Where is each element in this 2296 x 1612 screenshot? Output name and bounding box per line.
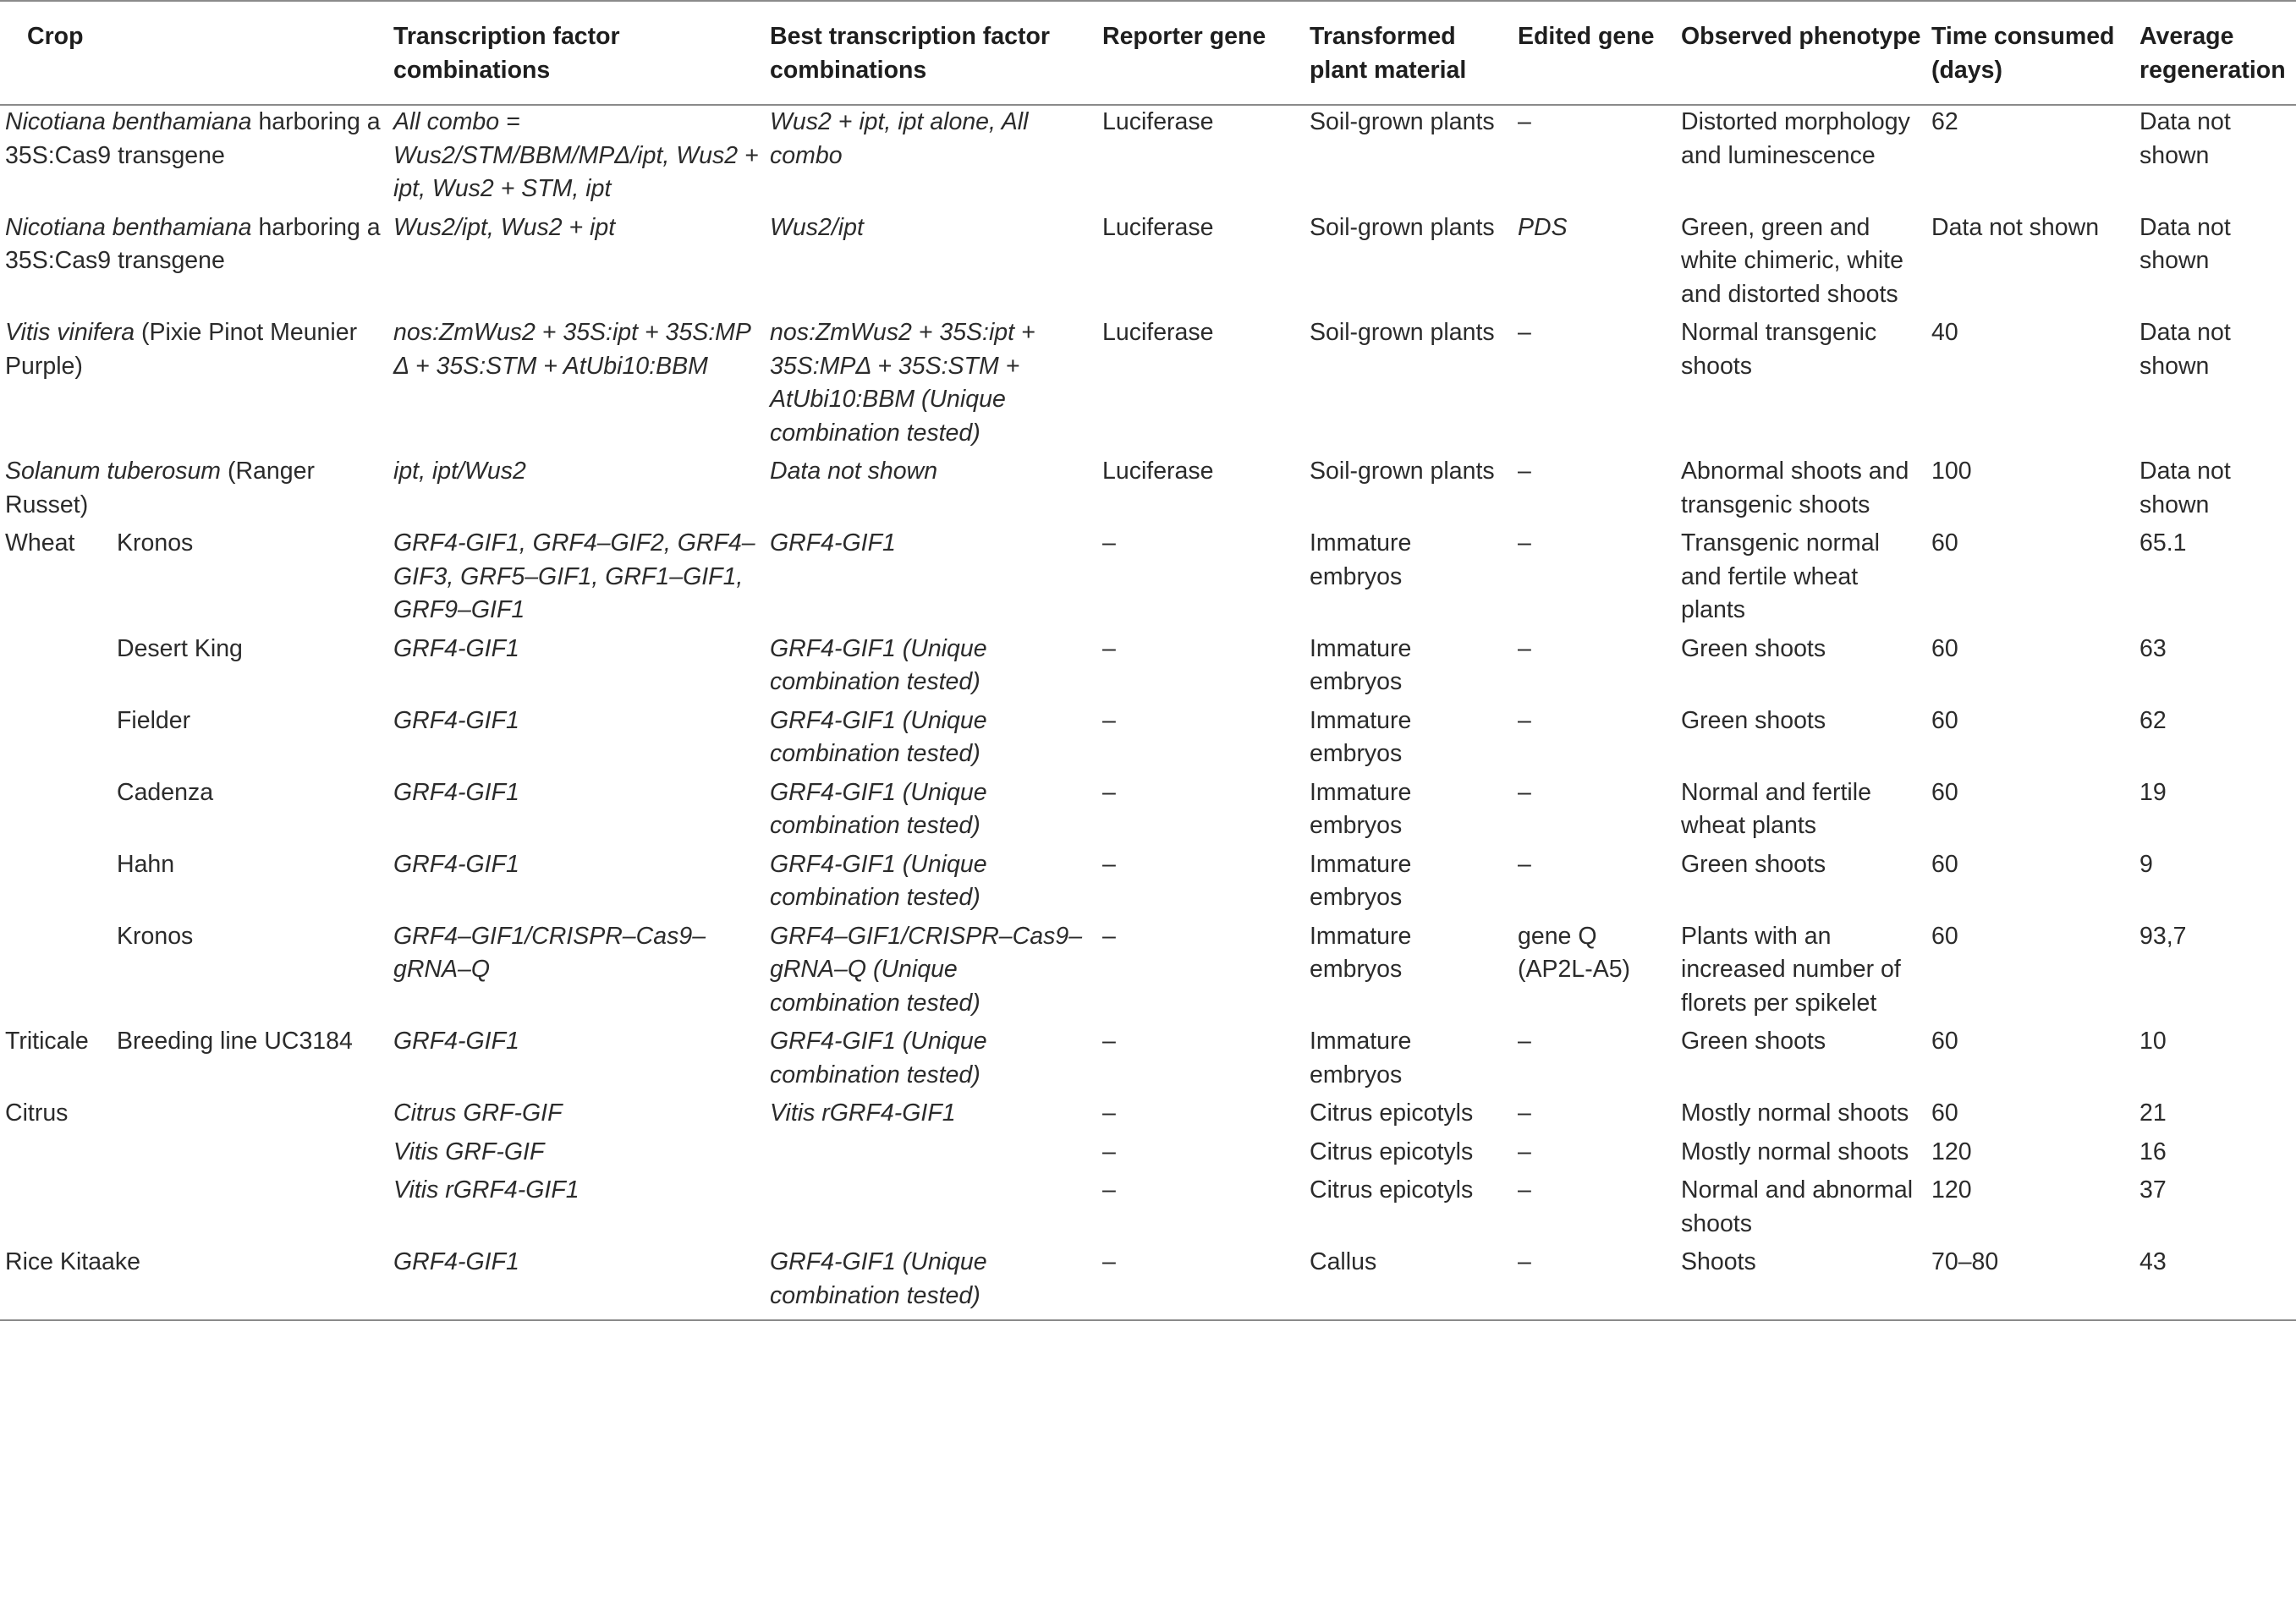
time-consumed-cell: 60 — [1931, 778, 1958, 806]
time-consumed-cell: 60 — [1931, 529, 1958, 557]
edited-gene-cell: gene Q (AP2L-A5) — [1518, 922, 1631, 983]
transformed-material-cell: Immature embryos — [1310, 778, 1412, 839]
regeneration-cell: 43 — [2139, 1246, 2296, 1320]
regeneration-cell: 10 — [2139, 1028, 2167, 1055]
transformed-material-cell: Immature embryos — [1310, 922, 1412, 983]
transformed-material-cell: Immature embryos — [1310, 706, 1412, 767]
best-tf-combination-cell — [770, 920, 1102, 1026]
edited-gene-cell: – — [1518, 458, 1531, 485]
tf-combination-text: Citrus GRF-GIF — [393, 1099, 563, 1127]
best-tf-combination-text: nos:ZmWus2 + 35S:ipt + 35S:MPΔ + 35S:STM + AtUbi10:BBM (Unique combination tested) — [770, 319, 1035, 447]
best-tf-combination-cell — [770, 776, 1102, 848]
reporter-gene-cell: – — [1102, 778, 1116, 806]
regeneration-cell: 93,7 — [2139, 922, 2187, 950]
table-row — [0, 316, 2296, 455]
time-consumed-cell: 62 — [1931, 108, 1958, 135]
best-tf-combination-text: Vitis rGRF4-GIF1 — [770, 1099, 956, 1127]
reporter-gene-cell: – — [1102, 1028, 1116, 1055]
table-row — [0, 776, 2296, 848]
header-best-tf-combinations: Best transcription factor combinations — [770, 1, 1102, 105]
tf-combination-text: Vitis rGRF4-GIF1 — [393, 1176, 579, 1204]
table-row — [0, 1025, 2296, 1097]
reporter-gene-cell: Luciferase — [1102, 108, 1214, 135]
table-row — [0, 920, 2296, 1026]
reporter-gene-cell: – — [1102, 1176, 1116, 1204]
tf-combination-cell — [393, 105, 770, 211]
table-row — [0, 1174, 2296, 1246]
reporter-gene-cell: – — [1102, 922, 1116, 950]
header-reporter-gene: Reporter gene — [1102, 1, 1310, 105]
time-consumed-cell: 70–80 — [1931, 1246, 2139, 1320]
time-consumed-cell: 60 — [1931, 922, 1958, 950]
edited-gene-cell: – — [1518, 850, 1531, 878]
header-observed-phenotype: Observed phenotype — [1681, 1, 1931, 105]
crop-detail: Triticale — [5, 1028, 89, 1055]
edited-gene-cell: – — [1518, 634, 1531, 662]
best-tf-combination-text: GRF4-GIF1 — [770, 529, 896, 557]
crop-species: Solanum tuberosum — [5, 458, 222, 485]
table-row — [0, 1246, 2296, 1320]
phenotype-cell: Distorted morphology and luminescence — [1681, 108, 1910, 169]
regeneration-cell: 16 — [2139, 1138, 2167, 1165]
time-consumed-cell: 100 — [1931, 458, 1972, 485]
best-tf-combination-cell — [770, 211, 1102, 317]
edited-gene-cell: – — [1518, 319, 1531, 346]
regeneration-cell: 21 — [2139, 1099, 2167, 1127]
phenotype-cell: Mostly normal shoots — [1681, 1138, 1909, 1165]
header-time-consumed: Time consumed (days) — [1931, 1, 2139, 105]
best-tf-combination-cell — [770, 1097, 1102, 1136]
crop-cell — [0, 705, 117, 776]
table-row — [0, 1097, 2296, 1136]
edited-gene-cell: – — [1518, 1138, 1531, 1165]
reporter-gene-cell: Luciferase — [1102, 319, 1214, 346]
crop-cell — [0, 1174, 393, 1246]
time-consumed-cell: 60 — [1931, 1028, 1958, 1055]
tf-combination-cell — [393, 316, 770, 455]
crop-cell — [0, 527, 117, 633]
tf-combination-cell — [393, 455, 770, 527]
transformed-material-cell: Soil-grown plants — [1310, 108, 1495, 135]
tf-combination-text: GRF4-GIF1 — [393, 1248, 519, 1275]
tf-combination-cell — [393, 1025, 770, 1097]
regeneration-cell: 37 — [2139, 1176, 2167, 1204]
tf-combination-cell — [393, 527, 770, 633]
tf-combination-cell — [393, 1136, 770, 1175]
edited-gene-cell: PDS — [1518, 213, 1568, 241]
transformed-material-cell: Immature embryos — [1310, 529, 1412, 590]
tf-combination-text: Vitis GRF-GIF — [393, 1138, 545, 1165]
best-tf-combination-cell — [770, 1246, 1102, 1320]
best-tf-combination-text: GRF4-GIF1 (Unique combination tested) — [770, 634, 987, 695]
crop-detail: Rice Kitaake — [5, 1248, 140, 1275]
best-tf-combination-text: GRF4-GIF1 (Unique combination tested) — [770, 850, 987, 911]
tf-combination-cell — [393, 705, 770, 776]
best-tf-combination-cell — [770, 1136, 1102, 1175]
crop-species: Nicotiana benthamiana — [5, 213, 252, 241]
table-row — [0, 211, 2296, 317]
crop-cell — [0, 633, 117, 705]
tf-combination-cell — [393, 1174, 770, 1246]
best-tf-combination-cell — [770, 848, 1102, 920]
crop-cell — [0, 1097, 393, 1136]
table-row — [0, 1136, 2296, 1175]
reporter-gene-cell: – — [1102, 706, 1116, 734]
reporter-gene-cell: – — [1102, 1138, 1116, 1165]
header-row — [0, 1, 2296, 105]
reporter-gene-cell: – — [1102, 1099, 1116, 1127]
best-tf-combination-text: Wus2/ipt — [770, 213, 864, 241]
phenotype-cell: Plants with an increased number of florets per spikelet — [1681, 922, 1901, 1017]
phenotype-cell: Transgenic normal and fertile wheat plants — [1681, 529, 1880, 623]
crop-variety-cell: Breeding line UC3184 — [117, 1028, 353, 1055]
edited-gene-cell: – — [1518, 1028, 1531, 1055]
crop-cell — [0, 105, 393, 211]
reporter-gene-cell: – — [1102, 1246, 1310, 1320]
regeneration-cell: 9 — [2139, 850, 2153, 878]
crop-cell — [0, 455, 393, 527]
header-edited-gene: Edited gene — [1518, 1, 1681, 105]
transformed-material-cell: Citrus epicotyls — [1310, 1176, 1474, 1204]
crop-variety-cell: Kronos — [117, 529, 194, 557]
best-tf-combination-text: GRF4-GIF1 (Unique combination tested) — [770, 1028, 987, 1088]
time-consumed-cell: 60 — [1931, 1099, 1958, 1127]
transformed-material-cell: Immature embryos — [1310, 1028, 1412, 1088]
regeneration-cell: Data not shown — [2139, 458, 2231, 518]
regeneration-cell: 65.1 — [2139, 529, 2187, 557]
best-tf-combination-cell — [770, 1174, 1102, 1246]
crop-variety-cell: Cadenza — [117, 778, 214, 806]
crop-detail: Citrus — [5, 1099, 69, 1127]
crop-cell — [0, 1136, 393, 1175]
best-tf-combination-text: Data not shown — [770, 458, 938, 485]
crop-variety-cell: Fielder — [117, 706, 191, 734]
transformed-material-cell: Soil-grown plants — [1310, 213, 1495, 241]
reporter-gene-cell: – — [1102, 529, 1116, 557]
crop-detail: Wheat — [5, 529, 75, 557]
tf-combination-text: GRF4-GIF1 — [393, 706, 519, 734]
phenotype-cell: Green shoots — [1681, 1028, 1826, 1055]
transformed-material-cell: Immature embryos — [1310, 850, 1412, 911]
phenotype-cell: Normal and abnormal shoots — [1681, 1176, 1914, 1237]
best-tf-combination-text: GRF4–GIF1/CRISPR–Cas9–gRNA–Q (Unique combination tested) — [770, 922, 1083, 1017]
transformed-material-cell: Citrus epicotyls — [1310, 1138, 1474, 1165]
time-consumed-cell: Data not shown — [1931, 213, 2100, 241]
edited-gene-cell: – — [1518, 529, 1531, 557]
reporter-gene-cell: Luciferase — [1102, 213, 1214, 241]
edited-gene-cell: – — [1518, 706, 1531, 734]
tf-combination-text: GRF4-GIF1 — [393, 634, 519, 662]
phenotype-cell: Green, green and white chimeric, white and distorted shoots — [1681, 213, 1903, 308]
regeneration-cell: 62 — [2139, 706, 2167, 734]
crop-variety-cell: Desert King — [117, 634, 243, 662]
tf-combination-text: GRF4-GIF1, GRF4–GIF2, GRF4–GIF3, GRF5–GIF1, GRF1–GIF1, GRF9–GIF1 — [393, 529, 755, 623]
regeneration-cell: Data not shown — [2139, 319, 2231, 380]
crop-cell — [0, 920, 117, 1026]
transformed-material-cell: Soil-grown plants — [1310, 458, 1495, 485]
header-tf-combinations: Transcription factor combinations — [393, 1, 770, 105]
tf-combination-text: ipt, ipt/Wus2 — [393, 458, 526, 485]
crop-variety-cell: Kronos — [117, 922, 194, 950]
table-row — [0, 848, 2296, 920]
tf-combination-cell — [393, 211, 770, 317]
table-body — [0, 105, 2296, 1320]
table-row — [0, 705, 2296, 776]
time-consumed-cell: 60 — [1931, 706, 1958, 734]
edited-gene-cell: – — [1518, 778, 1531, 806]
transformed-material-cell: Immature embryos — [1310, 634, 1412, 695]
table-row — [0, 527, 2296, 633]
best-tf-combination-cell — [770, 1025, 1102, 1097]
tf-combination-cell — [393, 776, 770, 848]
edited-gene-cell: – — [1518, 1246, 1681, 1320]
best-tf-combination-text: GRF4-GIF1 (Unique combination tested) — [770, 778, 987, 839]
time-consumed-cell: 60 — [1931, 634, 1958, 662]
crop-variety-cell: Hahn — [117, 850, 175, 878]
crop-cell — [0, 211, 393, 317]
tf-combination-text: GRF4-GIF1 — [393, 1028, 519, 1055]
phenotype-cell: Normal transgenic shoots — [1681, 319, 1877, 380]
transformed-material-cell: Citrus epicotyls — [1310, 1099, 1474, 1127]
phenotype-cell: Abnormal shoots and transgenic shoots — [1681, 458, 1909, 518]
edited-gene-cell: – — [1518, 1099, 1531, 1127]
table-row — [0, 455, 2296, 527]
time-consumed-cell: 120 — [1931, 1138, 1972, 1165]
crop-cell — [0, 316, 393, 455]
tf-combination-text: GRF4–GIF1/CRISPR–Cas9–gRNA–Q — [393, 922, 706, 983]
table-row — [0, 105, 2296, 211]
crop-detail: (Pixie Pinot Meunier Purple) — [5, 319, 358, 380]
reporter-gene-cell: Luciferase — [1102, 458, 1214, 485]
tf-combination-text: Wus2/ipt, Wus2 + ipt — [393, 213, 616, 241]
tf-combination-cell — [393, 1246, 770, 1320]
crop-detail: harboring a 35S:Cas9 transgene — [5, 213, 381, 274]
best-tf-combination-text: Wus2 + ipt, ipt alone, All combo — [770, 108, 1029, 169]
phenotype-cell: Green shoots — [1681, 706, 1826, 734]
crop-species: Nicotiana benthamiana — [5, 108, 252, 135]
tf-combination-cell — [393, 633, 770, 705]
crop-detail: harboring a 35S:Cas9 transgene — [5, 108, 381, 169]
time-consumed-cell: 40 — [1931, 319, 1958, 346]
time-consumed-cell: 60 — [1931, 850, 1958, 878]
crop-cell — [0, 1025, 117, 1097]
header-crop: Crop — [0, 1, 393, 105]
regeneration-cell: 63 — [2139, 634, 2167, 662]
best-tf-combination-cell — [770, 316, 1102, 455]
crop-species: Vitis vinifera — [5, 319, 135, 346]
crop-detail: (Ranger Russet) — [5, 458, 315, 518]
transformed-material-cell: Soil-grown plants — [1310, 319, 1495, 346]
tf-combination-cell — [393, 1097, 770, 1136]
best-tf-combination-text: GRF4-GIF1 (Unique combination tested) — [770, 706, 987, 767]
tf-combination-text: nos:ZmWus2 + 35S:ipt + 35S:MP Δ + 35S:STM + AtUbi10:BBM — [393, 319, 750, 380]
crop-cell — [0, 776, 117, 848]
edited-gene-cell: – — [1518, 1176, 1531, 1204]
tf-combination-text: GRF4-GIF1 — [393, 778, 519, 806]
time-consumed-cell: 120 — [1931, 1176, 1972, 1204]
regeneration-cell: Data not shown — [2139, 213, 2231, 274]
phenotype-cell: Green shoots — [1681, 850, 1826, 878]
tf-combination-text: GRF4-GIF1 — [393, 850, 519, 878]
phenotype-cell: Shoots — [1681, 1246, 1931, 1320]
tf-combination-cell — [393, 848, 770, 920]
best-tf-combination-cell — [770, 705, 1102, 776]
regeneration-cell: Data not shown — [2139, 108, 2231, 169]
crop-cell — [0, 848, 117, 920]
best-tf-combination-cell — [770, 105, 1102, 211]
edited-gene-cell: – — [1518, 108, 1531, 135]
tf-combination-cell — [393, 920, 770, 1026]
best-tf-combination-text: GRF4-GIF1 (Unique combination tested) — [770, 1248, 987, 1309]
phenotype-cell: Normal and fertile wheat plants — [1681, 778, 1871, 839]
phenotype-cell: Green shoots — [1681, 634, 1826, 662]
best-tf-combination-cell — [770, 527, 1102, 633]
header-average-regeneration: Average regeneration — [2139, 1, 2296, 105]
phenotype-cell: Mostly normal shoots — [1681, 1099, 1909, 1127]
header-transformed-material: Transformed plant material — [1310, 1, 1518, 105]
best-tf-combination-cell — [770, 455, 1102, 527]
transformed-material-cell: Callus — [1310, 1246, 1518, 1320]
tf-combination-text: All combo = Wus2/STM/BBM/MPΔ/ipt, Wus2 + ipt, Wus2 + STM, ipt — [393, 108, 759, 202]
best-tf-combination-cell — [770, 633, 1102, 705]
crop-cell — [0, 1246, 393, 1320]
reporter-gene-cell: – — [1102, 634, 1116, 662]
table-row — [0, 633, 2296, 705]
reporter-gene-cell: – — [1102, 850, 1116, 878]
regeneration-cell: 19 — [2139, 778, 2167, 806]
